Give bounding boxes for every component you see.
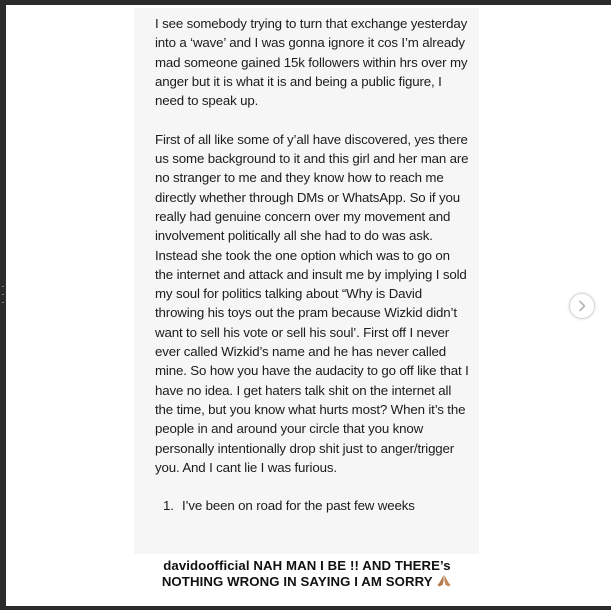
left-edge-marker-icon: · · · xyxy=(1,281,5,308)
note-paragraph-1: I see somebody trying to turn that exchange yesterday into a ‘wave’ and I was gonna ignore it cos I’m already mad someone gained 15k followers within hrs over my anger but it is what it is and being a public figure, I need to speak up. xyxy=(155,16,468,109)
notes-text-block xyxy=(155,14,469,516)
chevron-right-icon xyxy=(577,300,587,312)
post-image[interactable] xyxy=(134,8,479,554)
caption-text: NAH MAN I BE !! AND THERE’s NOTHING WRONG IN SAYING I AM SORRY xyxy=(161,558,451,589)
top-frame-border xyxy=(0,0,611,5)
next-slide-button[interactable] xyxy=(569,293,595,319)
list-item xyxy=(155,496,469,515)
caption-handle[interactable]: davidoofficial xyxy=(163,558,250,573)
note-list xyxy=(155,496,469,515)
bottom-frame-border xyxy=(0,606,611,610)
list-item-number: 1. xyxy=(163,498,174,514)
post-caption xyxy=(142,558,472,590)
folded-hands-icon xyxy=(436,574,452,587)
list-item-text: I’ve been on road for the past few weeks xyxy=(182,498,415,514)
note-paragraph-2: First of all like some of y’all have discovered, yes there us some background to it and this girl and her man are no stranger to me and they know how to reach me directly whether through DMs or WhatsApp. So if you really had genuine concern over my movement and involvement politically all she had to do was ask. Instead she took the one option which was to go on the internet and attack and insult me by implying I sold my soul for politics talking about “Why is David throwing his toys out the pram because Wizkid didn’t want to sell his vote or sell his soul’. First off I never ever called Wizkid’s name and he has never called mine. So how you have the audacity to go off like that I have no idea. I get haters talk shit on the internet all the time, but you know what hurts most? When it’s the people in and around your circle that you know personally intentionally drop shit just to anger/trigger you. And I cant lie I was furious. xyxy=(155,131,469,475)
